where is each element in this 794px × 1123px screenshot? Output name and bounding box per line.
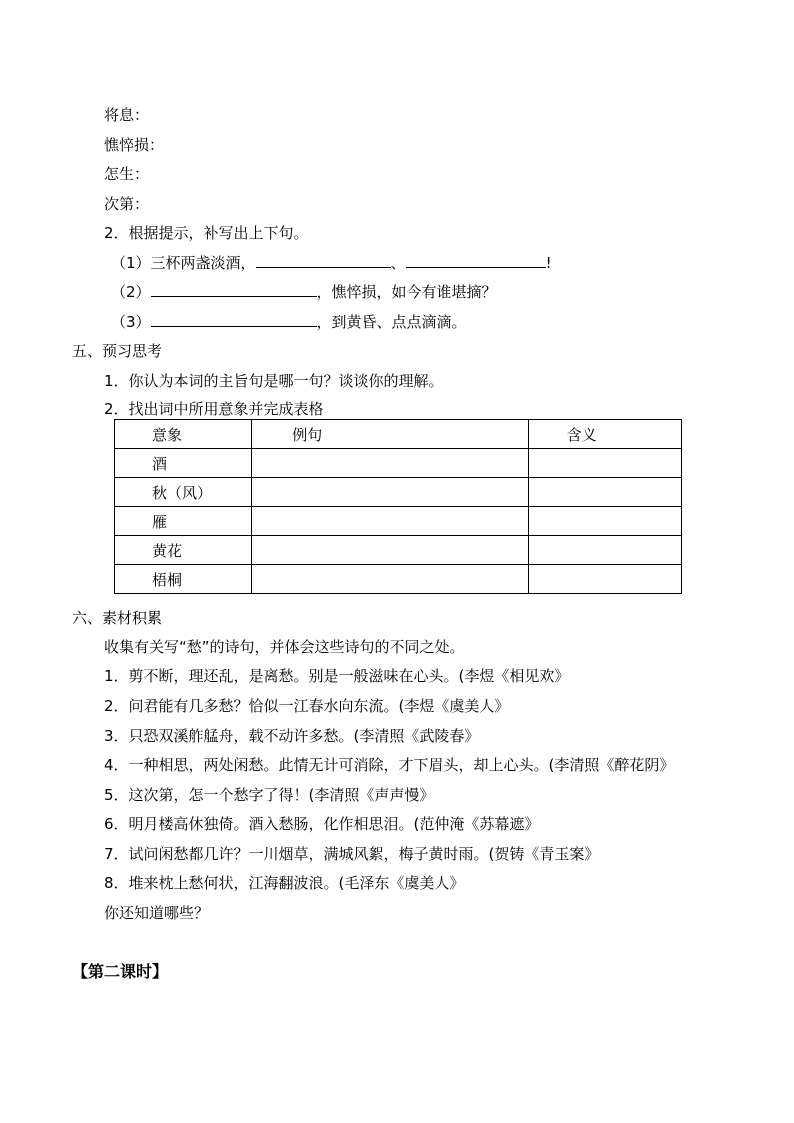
table-cell-meaning[interactable] [528,449,681,478]
poem-line: 7．试问闲愁都几许？一川烟草，满城风絮，梅子黄时雨。(贺铸《青玉案》 [104,845,600,863]
answer-blank[interactable] [256,253,391,268]
section-6-intro: 收集有关写“愁”的诗句，并体会这些诗句的不同之处。 [104,638,465,656]
table-row [115,478,682,507]
table-cell-example[interactable] [252,478,528,507]
poem-line: 3．只恐双溪舴艋舟，载不动许多愁。(李清照《武陵春》 [104,727,480,745]
section-5-heading: 五、预习思考 [72,342,163,360]
table-header-example: 例句 [252,420,528,449]
fill-item-2-suffix: ，憔悴损，如今有谁堪摘？ [316,283,497,301]
fill-item-3-prefix: （3） [111,313,151,331]
table-cell-imagery: 酒 [115,449,252,478]
vocab-qiaocuisun: 憔悴损： [104,136,165,154]
table-cell-imagery: 秋（风） [115,478,252,507]
fill-item-3-suffix: ，到黄昏、点点滴滴。 [316,313,467,331]
section-6-heading: 六、素材积累 [72,609,163,627]
poem-line: 4．一种相思，两处闲愁。此情无计可消除，才下眉头，却上心头。(李清照《醉花阴》 [104,756,675,774]
table-header-meaning: 含义 [528,420,681,449]
table-header-row [115,420,682,449]
table-cell-imagery: 黄花 [115,536,252,565]
table-row [115,449,682,478]
fill-item-2 [111,282,497,302]
fill-item-2-prefix: （2） [111,283,151,301]
answer-blank[interactable] [151,282,317,297]
poem-line: 8．堆来枕上愁何状，江海翻波浪。(毛泽东《虞美人》 [104,874,465,892]
table-cell-example[interactable] [252,565,528,594]
answer-blank[interactable] [151,312,317,327]
table-cell-example[interactable] [252,507,528,536]
table-cell-imagery: 雁 [115,507,252,536]
section-5-question-1: 1．你认为本词的主旨句是哪一句？谈谈你的理解。 [104,372,444,390]
table-cell-example[interactable] [252,449,528,478]
lesson-2-heading: 【第二课时】 [72,962,169,981]
table-cell-imagery: 梧桐 [115,565,252,594]
fill-item-1 [111,253,552,273]
table-cell-meaning[interactable] [528,565,681,594]
vocab-cidi: 次第： [104,195,150,213]
table-row [115,536,682,565]
fill-item-1-suffix: ! [545,254,552,272]
table-cell-meaning[interactable] [528,478,681,507]
table-header-imagery: 意象 [115,420,252,449]
poem-line: 5．这次第，怎一个愁字了得！(李清照《声声慢》 [104,786,435,804]
closing-question: 你还知道哪些？ [104,904,210,922]
table-cell-meaning[interactable] [528,507,681,536]
poem-line: 1．剪不断，理还乱，是离愁。别是一般滋味在心头。(李煜《相见欢》 [104,667,570,685]
table-cell-example[interactable] [252,536,528,565]
section-5-question-2: 2．找出词中所用意象并完成表格 [104,400,324,418]
fill-item-3 [111,312,467,332]
imagery-table [114,419,682,594]
fill-item-1-middle: 、 [390,254,406,272]
poem-line: 6．明月楼高休独倚。酒入愁肠，化作相思泪。(范仲淹《苏幕遮》 [104,815,540,833]
poem-line: 2．问君能有几多愁？恰似一江春水向东流。(李煜《虞美人》 [104,697,510,715]
table-cell-meaning[interactable] [528,536,681,565]
answer-blank[interactable] [406,253,546,268]
vocab-jiangxi: 将息： [104,106,150,124]
table-row [115,565,682,594]
fill-item-1-prefix: （1）三杯两盏淡酒， [111,254,256,272]
table-row [115,507,682,536]
question-2-title: 2．根据提示，补写出上下句。 [104,224,309,242]
vocab-zensheng: 怎生： [104,165,150,183]
